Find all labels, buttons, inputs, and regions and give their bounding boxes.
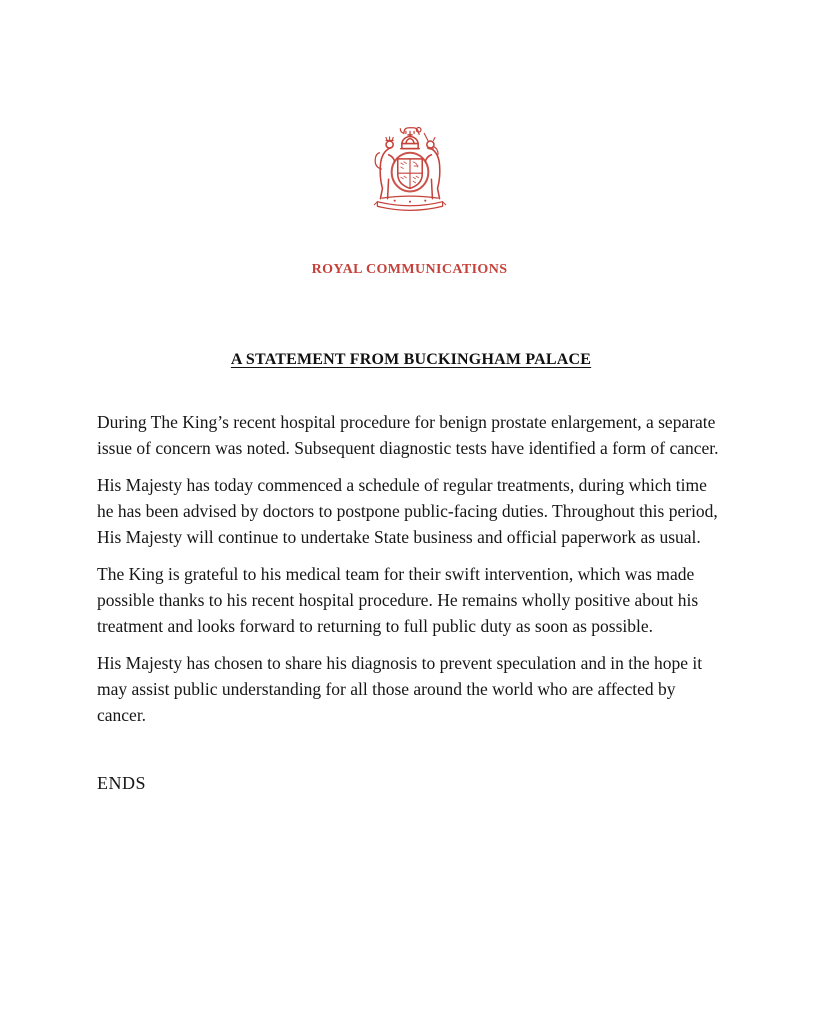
organization-name: ROYAL COMMUNICATIONS [311, 262, 508, 277]
statement-paragraph-4: His Majesty has chosen to share his diagnosis to prevent speculation and in the hope it may assist public understanding for all those around the world who are affected by cancer. [97, 653, 703, 725]
document-header [0, 118, 819, 278]
statement-closing: ENDS [97, 773, 147, 793]
statement-title: A STATEMENT FROM BUCKINGHAM PALACE [230, 351, 592, 368]
statement-paragraph-2: His Majesty has today commenced a schedule of regular treatments, during which time he has been advised by doctors to postpone public-facing duties. Throughout this period, His Majesty will continue to undertake State business and official paperwork as usual. [97, 475, 718, 547]
statement-body [0, 351, 819, 794]
statement-paragraph-1: During The King’s recent hospital procedure for benign prostate enlargement, a separate issue of concern was noted. Subsequent diagnostic tests have identified a form of cancer. [97, 412, 719, 458]
statement-paragraph-3: The King is grateful to his medical team for their swift intervention, which was made possible thanks to his recent hospital procedure. He remains wholly positive about his treatment and looks forward to returning to full public duty as soon as possible. [97, 564, 699, 636]
royal-coat-of-arms-icon [359, 118, 461, 215]
